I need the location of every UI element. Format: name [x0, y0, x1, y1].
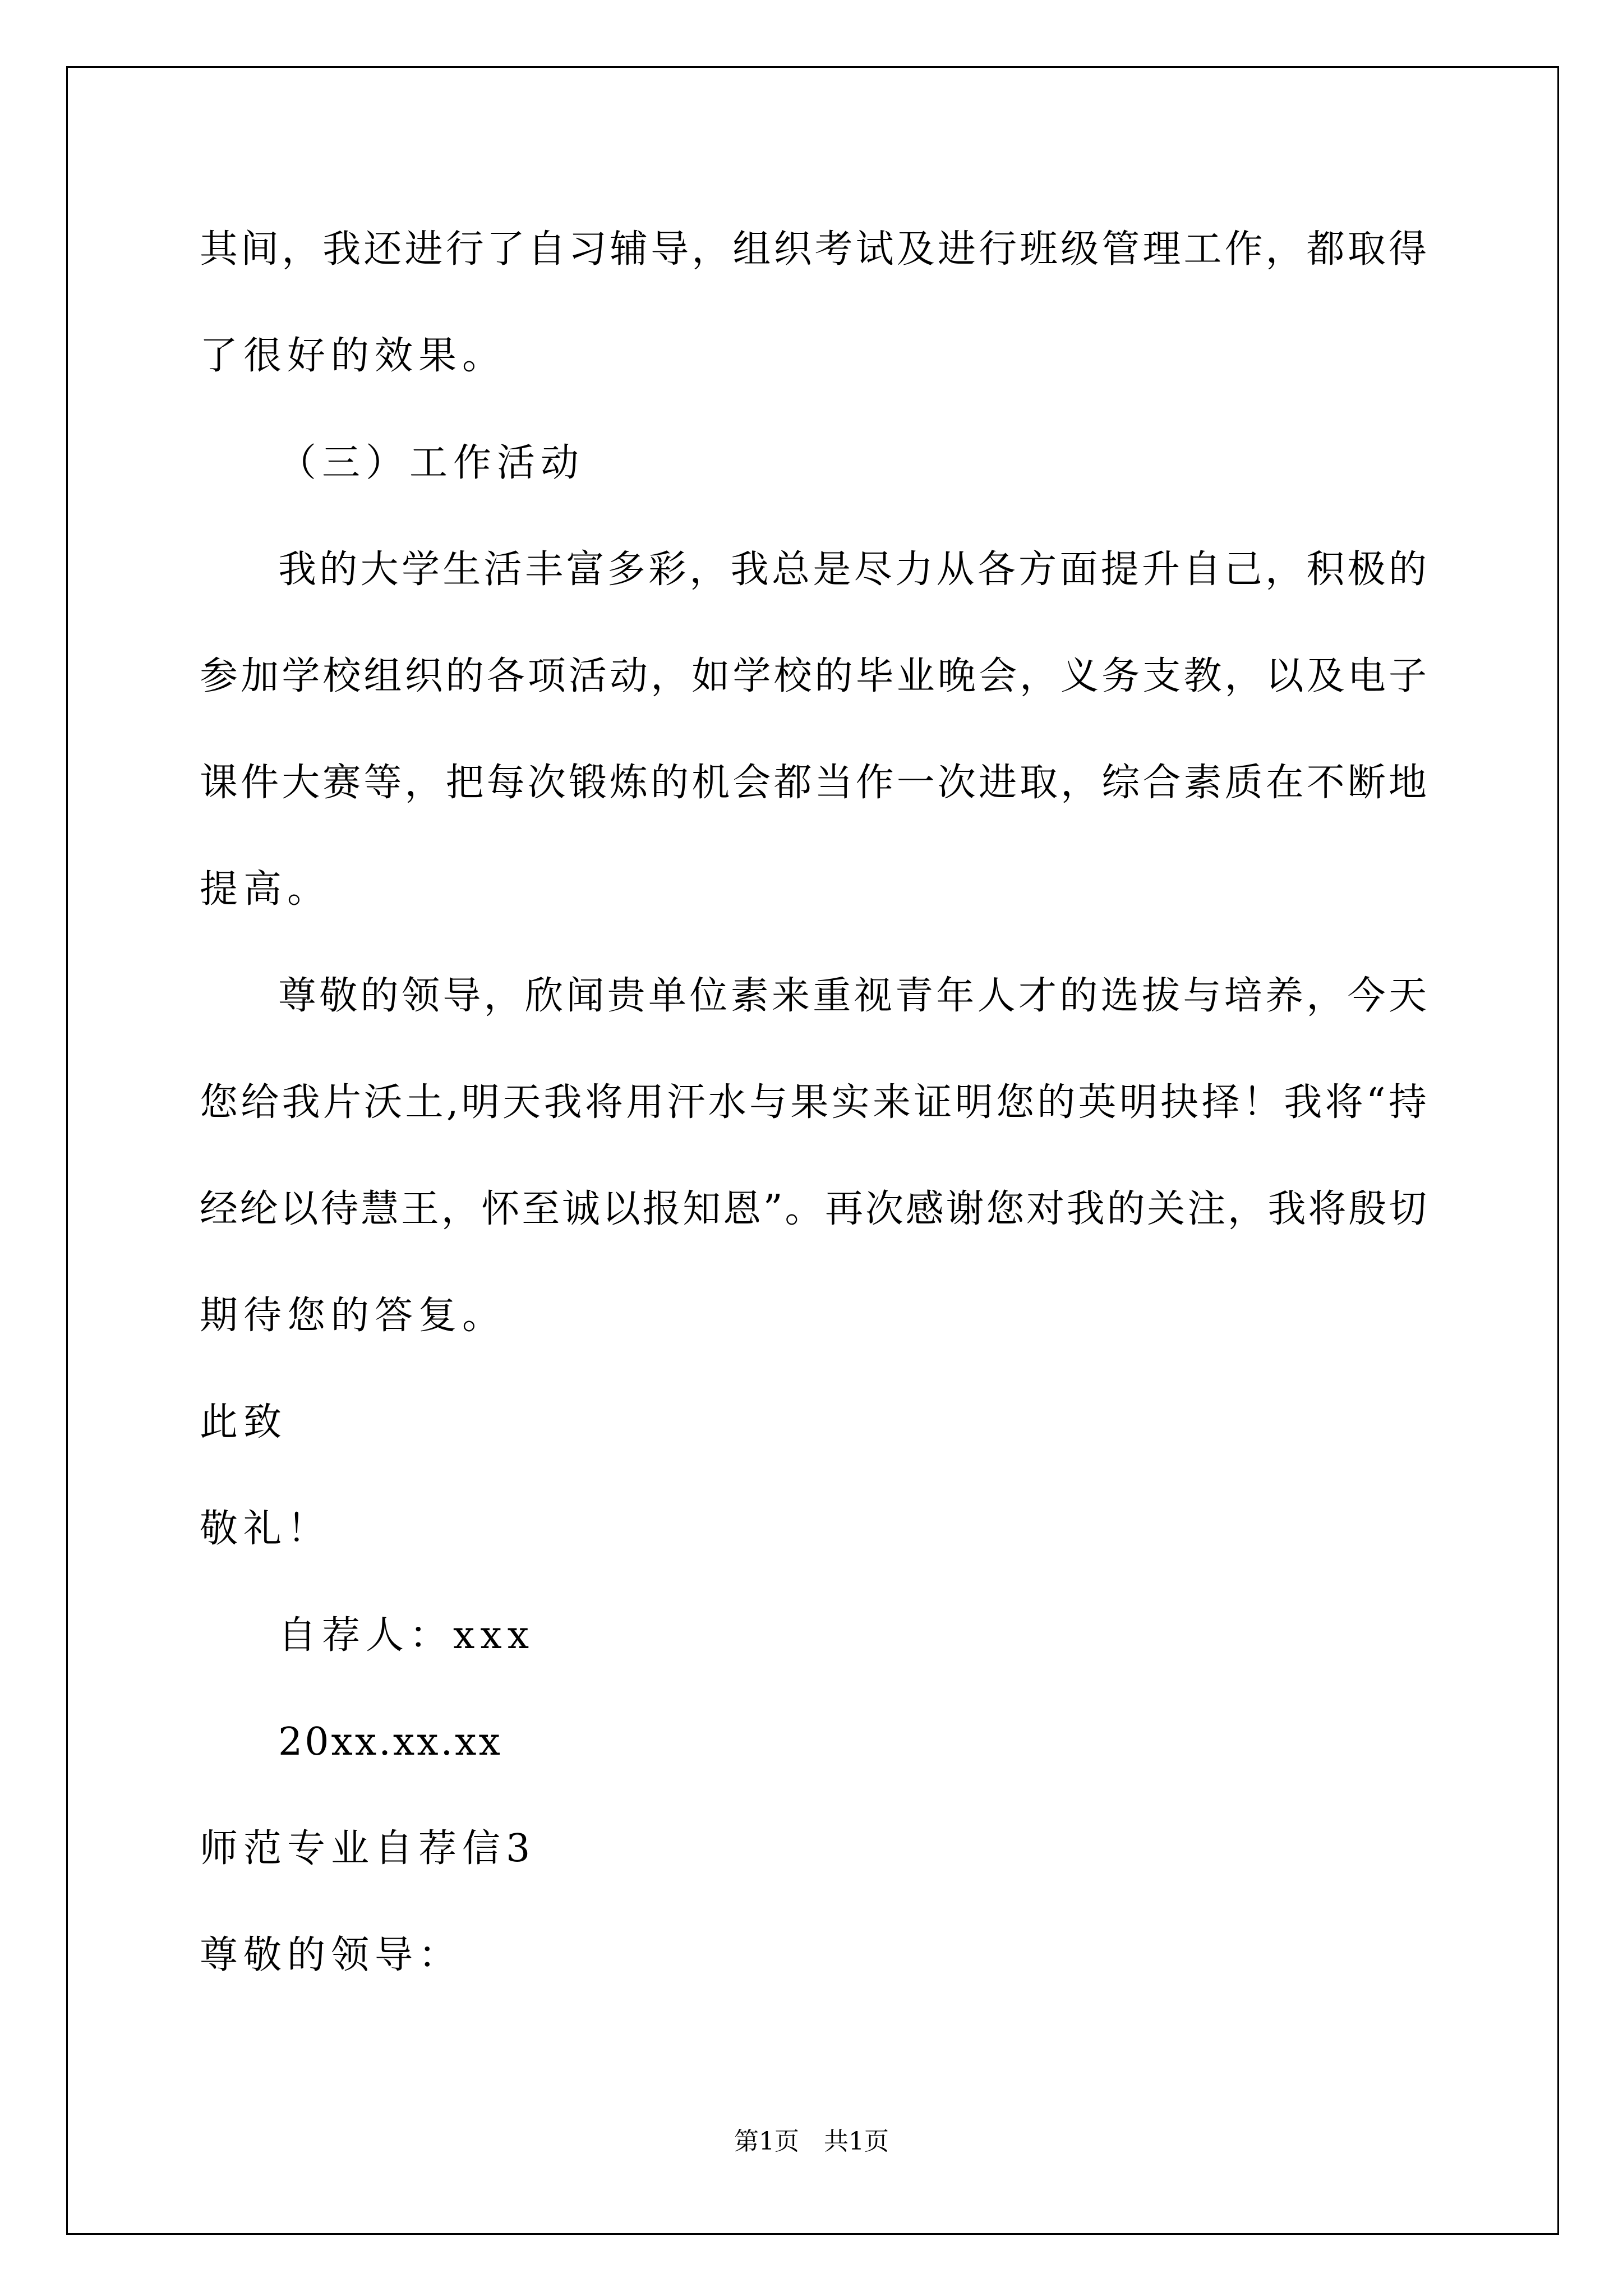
signature-name: 自荐人：xxx — [278, 1613, 535, 1658]
body-line-11: 期待您的答复。 — [200, 1294, 506, 1338]
body-line-5: 参加学校组织的各项活动，如学校的毕业晚会，义务支教，以及电子 — [200, 654, 1427, 698]
closing-regards: 敬礼！ — [200, 1507, 331, 1551]
body-line-7: 提高。 — [200, 867, 331, 912]
body-line-8: 尊敬的领导，欣闻贵单位素来重视青年人才的选拔与培养，今天 — [278, 974, 1427, 1018]
body-line-1: 其间，我还进行了自习辅导，组织考试及进行班级管理工作，都取得 — [200, 227, 1427, 272]
signature-date: 20xx.xx.xx — [278, 1720, 502, 1764]
body-line-6: 课件大赛等，把每次锻炼的机会都当作一次进取，综合素质在不断地 — [200, 761, 1427, 805]
body-line-4: 我的大学生活丰富多彩，我总是尽力从各方面提升自己，积极的 — [278, 547, 1427, 592]
body-line-9: 您给我片沃土,明天我将用汗水与果实来证明您的英明抉择！我将“持 — [200, 1080, 1427, 1125]
next-letter-title: 师范专业自荐信3 — [200, 1826, 536, 1871]
page-border — [66, 66, 1559, 2235]
section-heading: （三）工作活动 — [278, 441, 585, 485]
body-line-10: 经纶以待慧王，怀至诚以报知恩”。再次感谢您对我的关注，我将殷切 — [200, 1187, 1427, 1231]
body-line-2: 了很好的效果。 — [200, 334, 506, 378]
closing-salutation: 此致 — [200, 1400, 288, 1444]
page-footer: 第1页 共1页 — [734, 2127, 889, 2156]
next-letter-greeting: 尊敬的领导： — [200, 1933, 463, 1977]
